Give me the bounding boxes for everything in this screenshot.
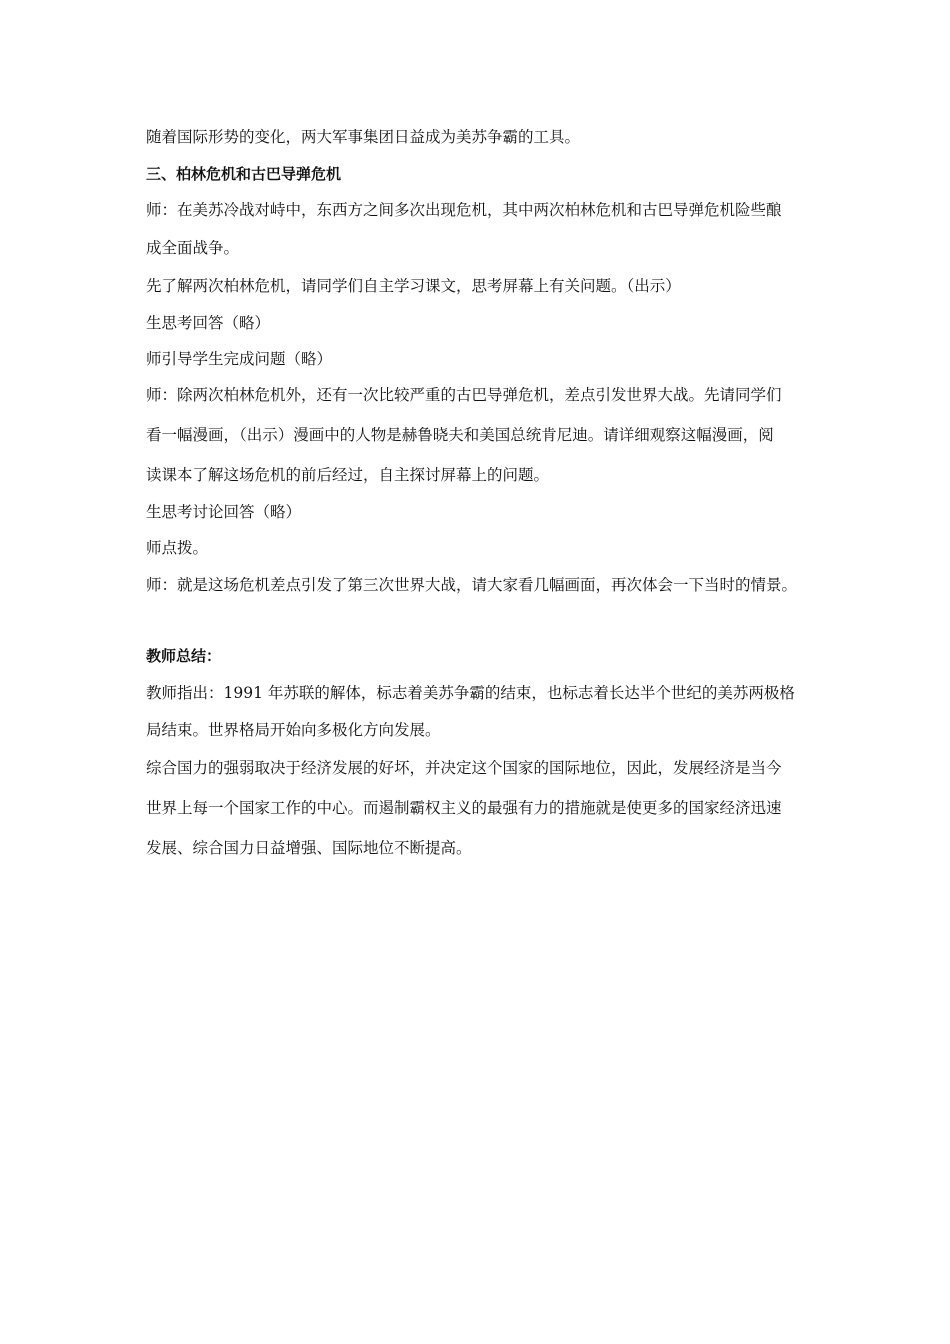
paragraph-line: 世界上每一个国家工作的中心。而遏制霸权主义的最强有力的措施就是使更多的国家经济迅速	[146, 799, 782, 817]
paragraph-line: 成全面战争。	[146, 239, 240, 257]
section-heading: 三、柏林危机和古巴导弹危机	[146, 165, 342, 183]
paragraph-line: 局结束。世界格局开始向多极化方向发展。	[146, 721, 441, 739]
paragraph-line: 读课本了解这场危机的前后经过，自主探讨屏幕上的问题。	[146, 466, 550, 484]
paragraph-line: 生思考讨论回答（略）	[146, 503, 302, 521]
paragraph-line: 师点拨。	[146, 539, 209, 557]
paragraph-line: 教师指出：1991 年苏联的解体，标志着美苏争霸的结束，也标志着长达半个世纪的美苏两极格	[146, 684, 795, 702]
summary-heading: 教师总结：	[146, 647, 222, 665]
paragraph-line: 随着国际形势的变化，两大军事集团日益成为美苏争霸的工具。	[146, 128, 581, 146]
paragraph-line: 师：在美苏冷战对峙中，东西方之间多次出现危机，其中两次柏林危机和古巴导弹危机险些酿	[146, 201, 782, 219]
paragraph-line: 发展、综合国力日益增强、国际地位不断提高。	[146, 839, 472, 857]
paragraph-line: 生思考回答（略）	[146, 314, 271, 332]
paragraph-line: 看一幅漫画，（出示）漫画中的人物是赫鲁晓夫和美国总统肯尼迪。请详细观察这幅漫画，阅	[146, 426, 774, 444]
paragraph-line: 先了解两次柏林危机，请同学们自主学习课文，思考屏幕上有关问题。（出示）	[146, 277, 681, 295]
paragraph-line: 师：除两次柏林危机外，还有一次比较严重的古巴导弹危机，差点引发世界大战。先请同学们	[146, 386, 782, 404]
paragraph-line: 师引导学生完成问题（略）	[146, 350, 333, 368]
paragraph-line: 师：就是这场危机差点引发了第三次世界大战，请大家看几幅画面，再次体会一下当时的情景。	[146, 576, 798, 594]
paragraph-line: 综合国力的强弱取决于经济发展的好坏，并决定这个国家的国际地位，因此，发展经济是当今	[146, 759, 782, 777]
